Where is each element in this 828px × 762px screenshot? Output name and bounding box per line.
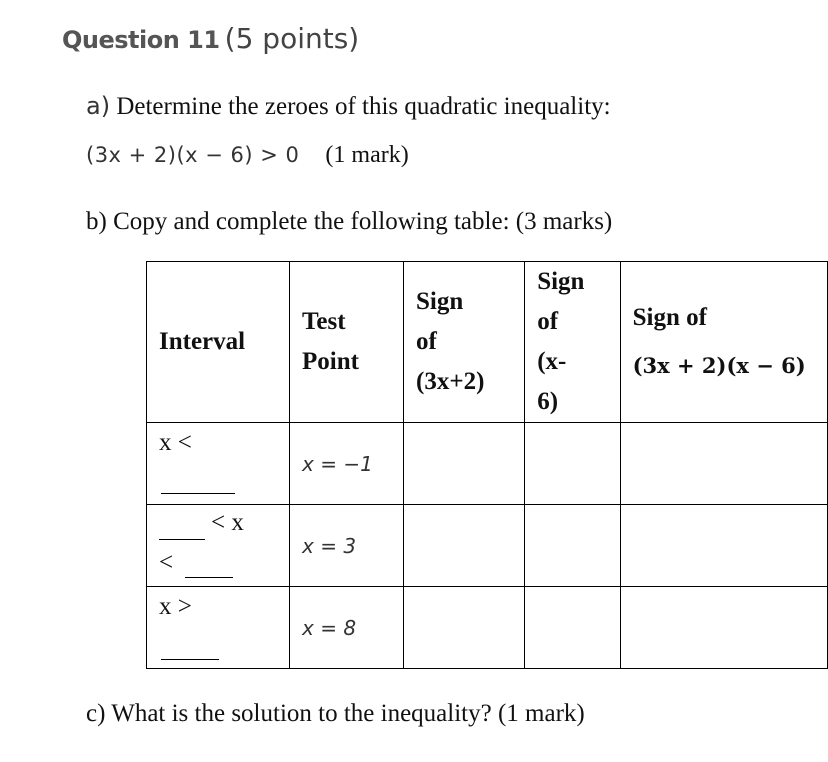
part-a-prefix: a)	[86, 92, 111, 120]
interval-cell: < x <	[147, 505, 290, 587]
answer-cell[interactable]	[404, 587, 525, 669]
answer-cell[interactable]	[525, 423, 620, 505]
question-points: (5 points)	[224, 22, 360, 55]
header-sign-x-minus-6: Sign of (x- 6)	[525, 262, 620, 423]
table-header-row	[147, 262, 828, 423]
table-row	[147, 505, 828, 587]
header-interval: Interval	[147, 262, 290, 423]
table-row	[147, 587, 828, 669]
answer-cell[interactable]	[404, 505, 525, 587]
question-title	[62, 22, 359, 55]
part-a-text: Determine the zeroes of this quadratic inequality:	[116, 93, 611, 120]
answer-blank[interactable]	[185, 577, 233, 578]
answer-cell[interactable]	[525, 587, 620, 669]
answer-cell[interactable]	[620, 587, 827, 669]
answer-blank[interactable]	[161, 493, 235, 494]
header-test-point: Test Point	[290, 262, 404, 423]
answer-cell[interactable]	[525, 505, 620, 587]
part-a-equation-line	[86, 142, 409, 169]
part-a-marks: (1 mark)	[325, 142, 409, 168]
inequality-equation: (3x + 2)(x − 6) > 0	[86, 143, 300, 167]
answer-blank[interactable]	[159, 539, 205, 540]
test-point-cell: x = 3	[290, 505, 404, 587]
header-sign-3x-plus-2: Sign of (3x+2)	[404, 262, 525, 423]
test-point-cell: x = −1	[290, 423, 404, 505]
sign-table	[146, 261, 828, 669]
interval-cell: x <	[147, 423, 290, 505]
test-point-cell: x = 8	[290, 587, 404, 669]
answer-cell[interactable]	[620, 505, 827, 587]
part-b-prompt: b) Copy and complete the following table: (3 marks)	[86, 208, 613, 235]
interval-cell: x >	[147, 587, 290, 669]
header-sign-product: Sign of (3x + 2)(x − 6)	[620, 262, 827, 423]
part-c-prompt: c) What is the solution to the inequality? (1 mark)	[86, 700, 585, 727]
answer-blank[interactable]	[161, 659, 219, 660]
question-number: Question 11	[62, 26, 220, 54]
answer-cell[interactable]	[404, 423, 525, 505]
answer-cell[interactable]	[620, 423, 827, 505]
part-a-prompt	[86, 92, 611, 121]
table-row	[147, 423, 828, 505]
